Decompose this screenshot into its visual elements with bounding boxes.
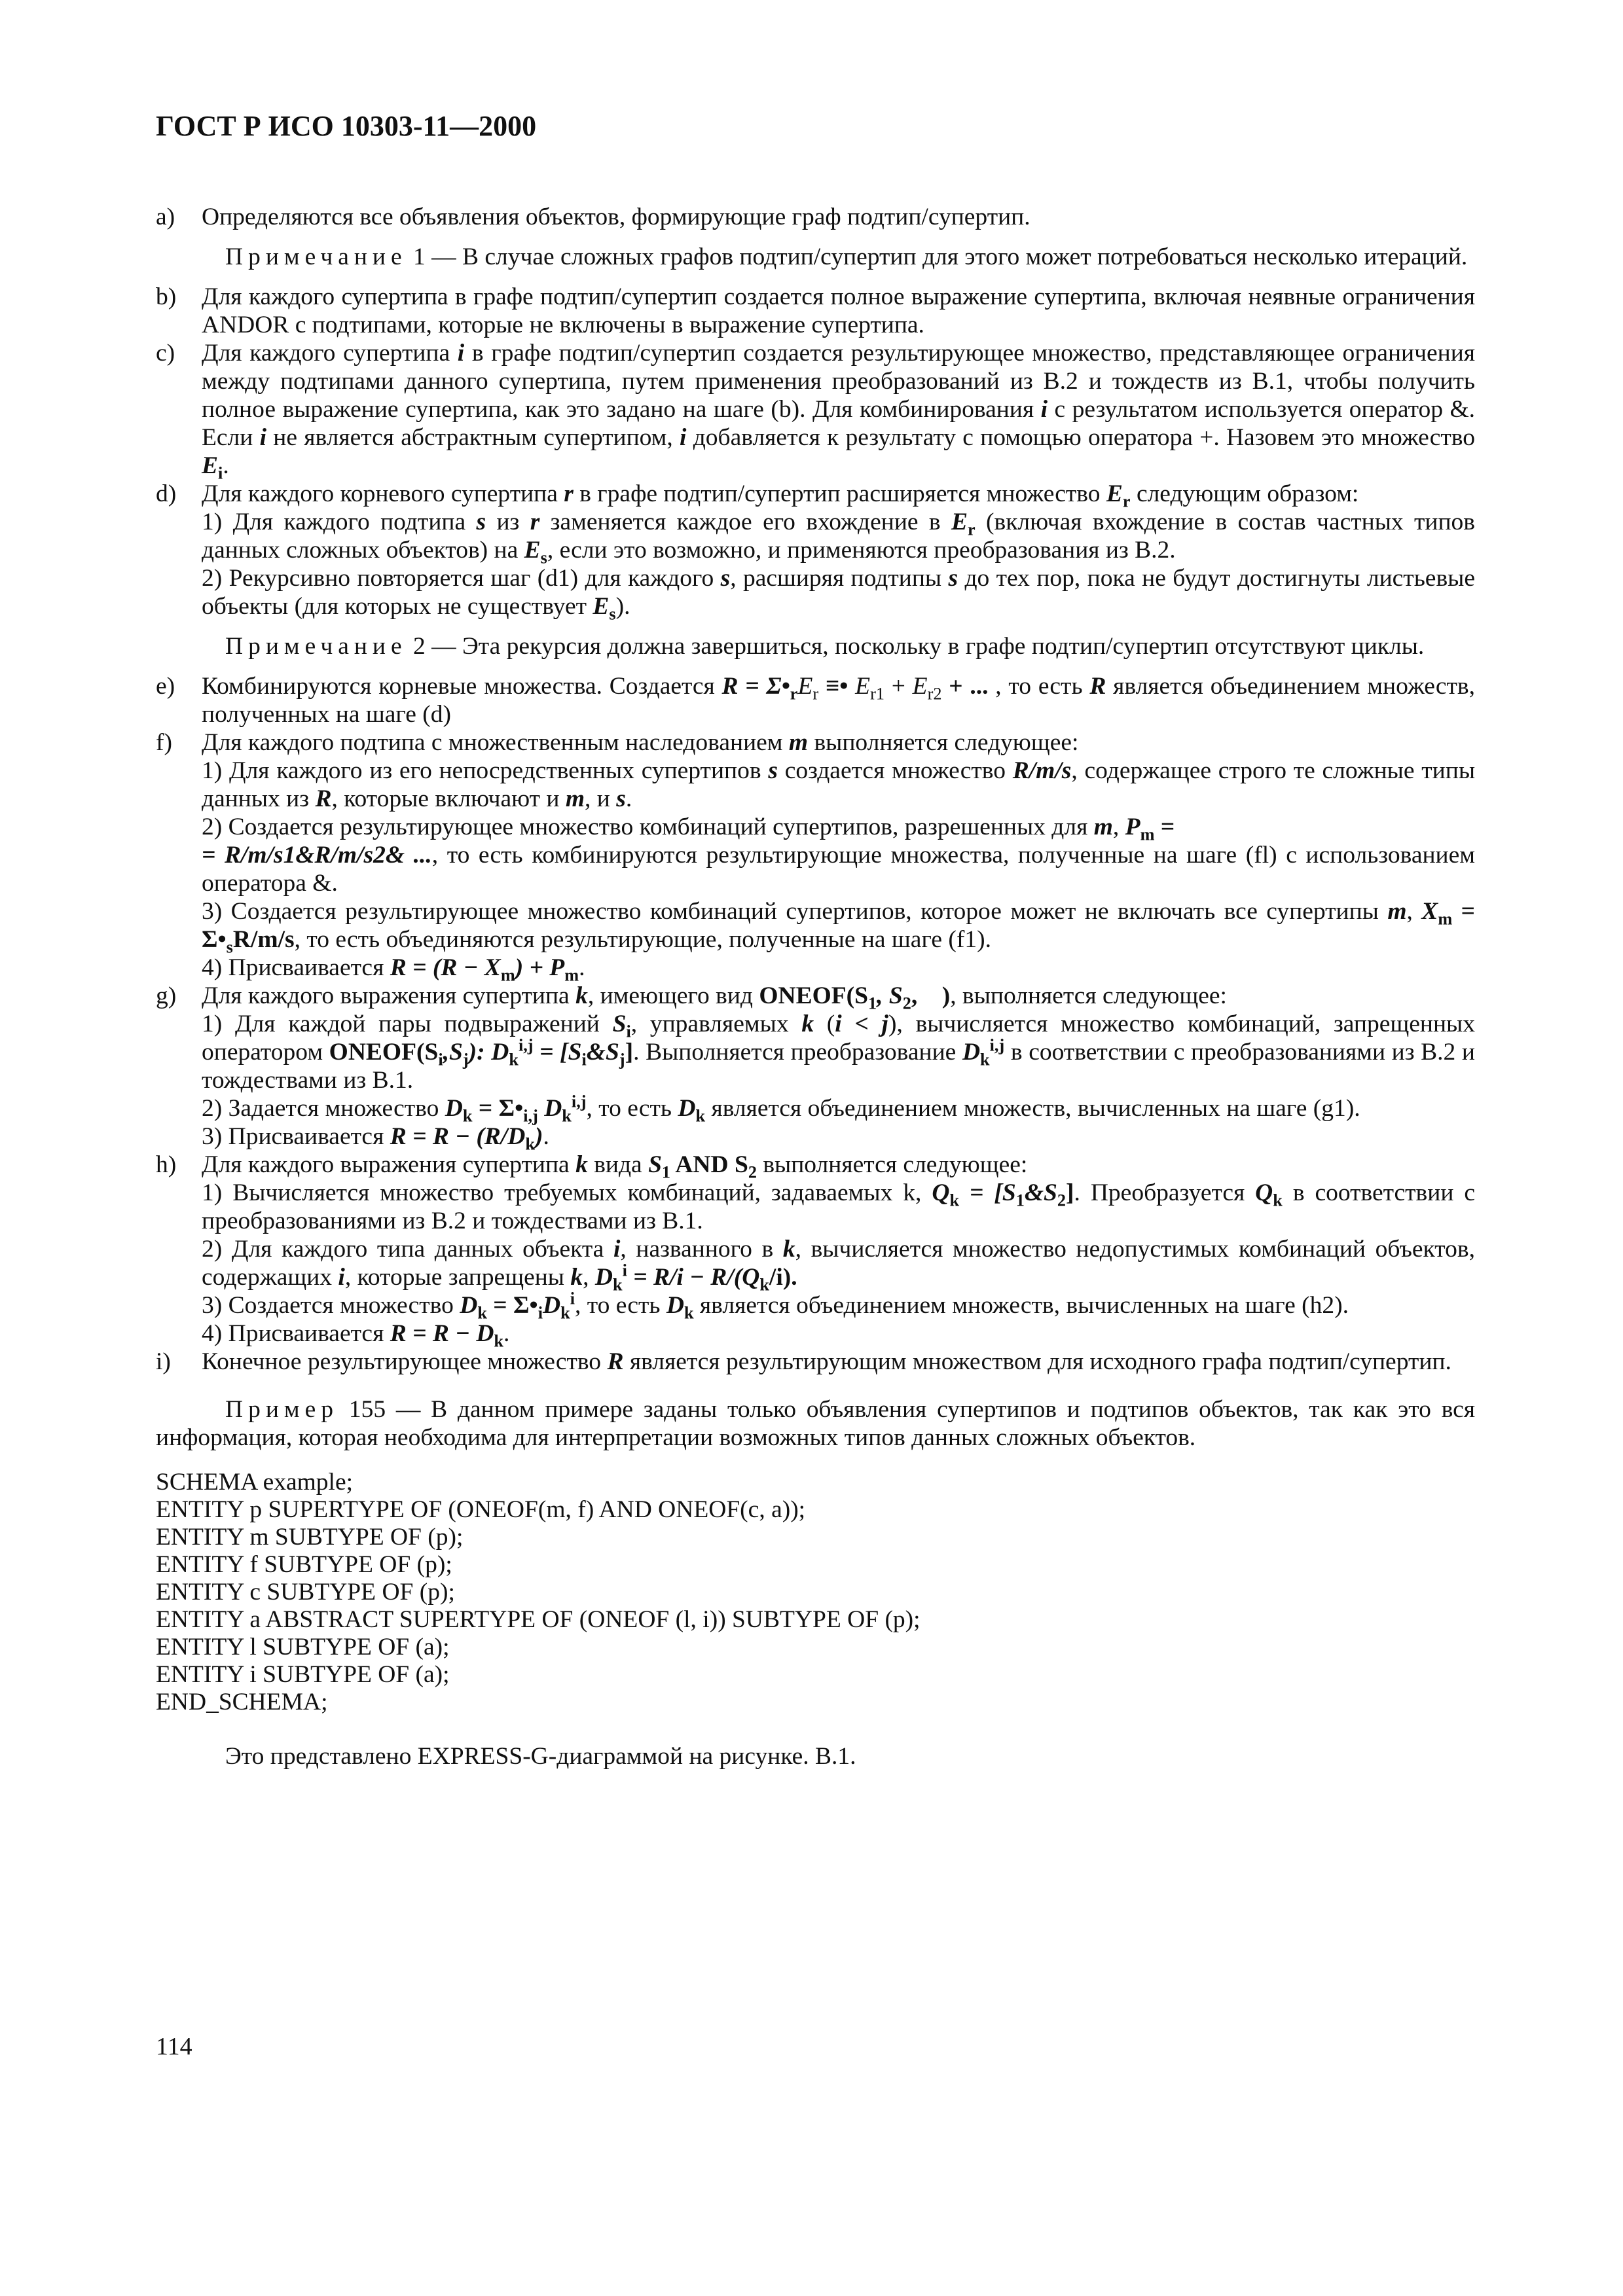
subscript: m — [1438, 909, 1453, 929]
formula: E — [912, 673, 928, 700]
formula: D — [460, 1292, 478, 1319]
formula: R = R − (R/D — [390, 1123, 526, 1150]
text-run: , — [583, 1264, 595, 1291]
sub-item-f4 — [156, 954, 1475, 985]
text-run: 4) Присваивается — [202, 1320, 390, 1347]
formula: D — [445, 1095, 463, 1122]
example-lead: Пример — [225, 1396, 339, 1423]
item-text: Определяются все объявления объектов, формирующие граф подтип/супертип. — [202, 204, 1030, 230]
variable: i — [338, 1264, 345, 1291]
subscript: 1 — [661, 1162, 671, 1182]
formula: + — [884, 673, 913, 700]
text-run: , то есть — [574, 1292, 666, 1319]
formula: E — [797, 673, 813, 700]
superscript: i,j — [989, 1035, 1005, 1055]
text-run: 3) Создается результирующее множество комбинаций супертипов, которое может не включать все супертипы — [202, 898, 1388, 925]
sub-item-g1 — [156, 1010, 1475, 1094]
text-run: является объединением множеств, вычисленных на шаге (g1). — [705, 1095, 1360, 1122]
note-1 — [156, 243, 1475, 271]
list-item-i — [156, 1348, 1475, 1376]
subscript: k — [560, 1303, 570, 1323]
text-run: , вычисляется множество недопустимых комбинаций объектов, содержащих — [202, 1236, 1475, 1291]
code-line: END_SCHEMA; — [156, 1689, 328, 1715]
text-run: 1) Вычисляется множество требуемых комбинаций, задаваемых k, — [202, 1179, 932, 1206]
text-run: 3) Создается множество — [202, 1292, 460, 1319]
formula: D — [542, 1292, 561, 1319]
text-run: Для каждого выражения супертипа — [202, 982, 576, 1009]
variable: i < j — [835, 1011, 888, 1037]
subscript: i — [538, 1303, 543, 1323]
formula: ) + P — [515, 954, 565, 981]
subscript: 2 — [902, 994, 911, 1013]
formula: , ) — [911, 982, 951, 1009]
subscript: k — [980, 1050, 990, 1069]
variable: E — [593, 593, 610, 620]
formula: S — [648, 1151, 662, 1178]
text-run: ). — [615, 593, 630, 620]
code-line: ENTITY i SUBTYPE OF (a); — [156, 1661, 450, 1688]
variable: r — [530, 509, 540, 535]
variable: R/m/s — [1012, 757, 1072, 784]
superscript: i,j — [518, 1035, 534, 1055]
subscript: r2 — [927, 684, 942, 704]
variable: m — [565, 785, 585, 812]
text-run: Для каждого корневого супертипа — [202, 480, 564, 507]
text-run: 2) Создается результирующее множество комбинаций супертипов, разрешенных для — [202, 814, 1094, 840]
text-run: , управляемых — [630, 1011, 802, 1037]
formula: ): D — [468, 1039, 509, 1066]
example-155 — [156, 1395, 1475, 1452]
item-text: Для каждого супертипа в графе подтип/супертип создается полное выражение супертипа, включая неявные ограничения ANDOR с подтипами, которые не включены в выражение супертипа. — [202, 283, 1475, 338]
formula: ] — [625, 1039, 634, 1066]
text-run: Конечное результирующее множество — [202, 1348, 608, 1375]
code-line: ENTITY p SUPERTYPE OF (ONEOF(m, f) AND ONEOF(c, a)); — [156, 1496, 806, 1523]
subscript: k — [525, 1134, 535, 1154]
subscript: k — [477, 1303, 487, 1323]
text-run: создается множество — [777, 757, 1013, 784]
sub-item-h2 — [156, 1235, 1475, 1295]
text-run: . — [543, 1123, 549, 1150]
sub-item-h3 — [156, 1289, 1475, 1323]
subscript: 2 — [748, 1162, 757, 1182]
text-run: . — [579, 954, 585, 981]
subscript: k — [509, 1050, 519, 1069]
text-run: 1) Для каждого из его непосредственных супертипов — [202, 757, 769, 784]
list-item-a — [156, 203, 1475, 231]
text-run: вида — [587, 1151, 649, 1178]
formula: D — [538, 1095, 562, 1122]
text-run: является объединением множеств, вычисленных на шаге (h2). — [693, 1292, 1349, 1319]
text-run: , то есть — [586, 1095, 678, 1122]
text-run: , если это возможно, и применяются преобразования из B.2. — [547, 537, 1176, 564]
text-run: является объединением множеств, полученных на шаге (d) — [202, 673, 1475, 728]
formula: E — [855, 673, 871, 700]
example-text: 155 — В данном примере заданы только объявления супертипов и подтипов объектов, так как это вся информация, которая необходима для интерпретации возможных типов данных сложных объектов. — [156, 1396, 1475, 1451]
text-run: до тех пор, пока не будут достигнуты листьевые объекты (для которых не существует — [202, 565, 1475, 620]
variable: E — [524, 537, 541, 564]
document-header: ГОСТ Р ИСО 10303-11—2000 — [156, 110, 537, 142]
text-run: ( — [814, 1011, 835, 1037]
code-line: ENTITY f SUBTYPE OF (p); — [156, 1551, 452, 1578]
variable: E — [1106, 480, 1123, 507]
variable: D — [666, 1292, 684, 1319]
text-run: , и — [585, 785, 617, 812]
list-item-e — [156, 672, 1475, 728]
subscript: 1 — [868, 994, 877, 1013]
text-run: (включая вхождение в состав частных типов данных сложных объектов) на — [202, 509, 1475, 564]
formula: AND S — [670, 1151, 748, 1178]
text-run: 1) Для каждого подтипа — [202, 509, 477, 535]
formula: /i) — [769, 1264, 792, 1291]
page-number: 114 — [156, 2033, 192, 2060]
formula: D — [594, 1264, 613, 1291]
text-run: 2) Рекурсивно повторяется шаг (d1) для каждого — [202, 565, 721, 592]
item-label: d) — [156, 480, 177, 507]
text-run: . — [791, 1264, 797, 1291]
code-line: ENTITY c SUBTYPE OF (p); — [156, 1579, 455, 1605]
subscript: 1 — [1015, 1191, 1025, 1210]
superscript: i — [622, 1261, 627, 1280]
variable: k — [575, 982, 588, 1009]
text-run: ), вычисляется множество комбинаций, запрещенных оператором — [202, 1011, 1475, 1066]
text-run: , которые запрещены — [344, 1264, 571, 1291]
document-page — [156, 110, 1475, 1770]
sub-item-d2 — [156, 564, 1475, 624]
text-run: является результирующим множеством для исходного графа подтип/супертип. — [623, 1348, 1451, 1375]
subscript: k — [494, 1331, 504, 1351]
item-label: b) — [156, 283, 177, 310]
variable: D — [678, 1095, 696, 1122]
text-run: 4) Присваивается — [202, 954, 390, 981]
formula: ] — [1066, 1179, 1074, 1206]
note-text: 2 — Эта рекурсия должна завершиться, поскольку в графе подтип/супертип отсутствуют циклы. — [407, 633, 1425, 660]
subscript: k — [562, 1106, 572, 1126]
variable: R — [607, 1348, 624, 1375]
note-lead: Примечание — [225, 633, 407, 660]
superscript: i,j — [571, 1092, 587, 1111]
variable: s — [616, 785, 626, 812]
text-run: Для каждого выражения супертипа — [202, 1151, 576, 1178]
subscript: s — [609, 604, 616, 624]
text-run: , то есть — [995, 673, 1090, 700]
formula: = [S — [959, 1179, 1016, 1206]
text-run: добавляется к результату с помощью оператора +. Назовем это множество — [686, 424, 1475, 451]
item-label: h) — [156, 1151, 177, 1178]
subscript: r — [1122, 492, 1131, 511]
subscript: m — [1140, 825, 1155, 844]
text-run: . Выполняется преобразование — [633, 1039, 962, 1066]
subscript: r1 — [870, 684, 884, 704]
variable: k — [575, 1151, 588, 1178]
subscript: r — [812, 684, 819, 704]
list-item-f — [156, 728, 1475, 757]
text-run: 3) Присваивается — [202, 1123, 390, 1150]
variable: i — [1040, 396, 1048, 423]
text-run: , — [1112, 814, 1125, 840]
superscript: i — [570, 1289, 575, 1308]
subscript: k — [684, 1303, 694, 1323]
subscript: r — [790, 684, 798, 704]
text-run: следующим образом: — [1130, 480, 1359, 507]
variable: R — [315, 785, 332, 812]
formula: = Σ• — [472, 1095, 524, 1122]
item-label: c) — [156, 340, 175, 367]
formula: = — [1154, 814, 1175, 840]
variable: S — [612, 1011, 627, 1037]
item-label: a) — [156, 204, 175, 230]
formula: R = (R − X — [390, 954, 501, 981]
formula: ,S — [443, 1039, 463, 1066]
list-item-c — [156, 339, 1476, 483]
text-run: 2) Задается множество — [202, 1095, 445, 1122]
sub-item-f1 — [156, 757, 1475, 813]
text-run: в графе подтип/супертип создается результирующее множество, представляющее ограничения между подтипами данного супертипа, путем применения преобразований из B.2 и тождеств из B.1, чтобы получить полное выражение супертипа, как это задано на шаге (b). Для комбинирования — [202, 340, 1476, 423]
text-run: с результатом используется оператор &. Если — [202, 396, 1476, 451]
variable: s — [476, 509, 486, 535]
text-run: , которые включают и — [331, 785, 566, 812]
text-run: не является абстрактным супертипом, — [266, 424, 680, 451]
text-run: 2) Для каждого типа данных объекта — [202, 1236, 613, 1263]
text-run: заменяется каждое его вхождение в — [539, 509, 951, 535]
sub-item-f3 — [156, 897, 1475, 957]
sub-item-f2 — [156, 813, 1475, 897]
subscript: s — [226, 937, 233, 957]
subscript: m — [564, 965, 579, 985]
text-run: Для каждого подтипа с множественным наследованием — [202, 729, 789, 756]
formula: &S — [586, 1039, 619, 1066]
variable: r — [564, 480, 574, 507]
subscript: k — [462, 1106, 473, 1126]
text-run: из — [486, 509, 530, 535]
variable: P — [1125, 814, 1140, 840]
variable: E — [951, 509, 968, 535]
code-listing — [156, 1469, 1475, 1716]
subscript: i — [218, 463, 223, 483]
formula: , S — [877, 982, 903, 1009]
sub-item-g2 — [156, 1092, 1475, 1126]
sub-item-h1 — [156, 1179, 1475, 1235]
formula: Q — [932, 1179, 950, 1206]
text-run: . — [223, 452, 229, 479]
text-run: Для каждого супертипа — [202, 340, 458, 367]
list-item-h — [156, 1151, 1475, 1182]
variable: i — [457, 340, 465, 367]
sub-item-d1 — [156, 508, 1475, 567]
subscript: i,j — [523, 1106, 538, 1126]
formula: X — [1421, 898, 1438, 925]
text-run: , то есть комбинируются результирующие множества, полученные на шаге (fl) с использованием оператора &. — [202, 842, 1475, 897]
variable: i — [680, 424, 687, 451]
text-run: , имеющего вид — [587, 982, 759, 1009]
text-run: , — [1406, 898, 1422, 925]
formula: ) — [534, 1123, 543, 1150]
sub-item-g3 — [156, 1122, 1475, 1154]
list-item-g — [156, 982, 1475, 1013]
formula: = [S — [533, 1039, 582, 1066]
formula: + ... — [941, 673, 996, 700]
variable: m — [1387, 898, 1407, 925]
subscript: k — [695, 1106, 706, 1126]
variable: s — [768, 757, 778, 784]
item-label: e) — [156, 673, 175, 700]
subscript: r — [968, 520, 976, 539]
subscript: j — [619, 1050, 625, 1069]
item-label: i) — [156, 1348, 171, 1375]
subscript: j — [462, 1050, 469, 1069]
variable: k — [801, 1011, 814, 1037]
text-run: в соответствии с преобразованиями из B.2 и тождествами из B.1. — [202, 1039, 1475, 1094]
variable: k — [782, 1236, 795, 1263]
note-lead: Примечание — [225, 243, 407, 270]
text-run: Комбинируются корневые множества. Создается — [202, 673, 722, 700]
formula: R = Σ• — [721, 673, 790, 700]
variable: s — [720, 565, 731, 592]
text-run: в соответствии с преобразованиями из B.2 и тождествами из B.1. — [202, 1179, 1475, 1234]
code-line: ENTITY l SUBTYPE OF (a); — [156, 1634, 450, 1660]
formula: ONEOF(S — [759, 982, 869, 1009]
text-run: , выполняется следующее: — [950, 982, 1227, 1009]
item-label: g) — [156, 982, 177, 1009]
subscript: i — [438, 1050, 443, 1069]
formula: ≡• — [818, 673, 856, 700]
subscript: k — [1273, 1191, 1283, 1210]
subscript: 2 — [1057, 1191, 1067, 1210]
text-run: в графе подтип/супертип расширяется множество — [573, 480, 1106, 507]
variable: k — [570, 1264, 583, 1291]
list-item-b — [156, 283, 1475, 339]
closing-text: Это представлено EXPRESS-G-диаграммой на рисунке. B.1. — [225, 1743, 856, 1770]
text-run: 1) Для каждой пары подвыражений — [202, 1011, 613, 1037]
formula: R = R − D — [390, 1320, 494, 1347]
variable: i — [259, 424, 267, 451]
formula: = R/i − R/(Q — [627, 1264, 760, 1291]
subscript: m — [500, 965, 515, 985]
formula: = R/m/s1&R/m/s2& ... — [202, 842, 432, 869]
code-line: ENTITY a ABSTRACT SUPERTYPE OF (ONEOF (l, i)) SUBTYPE OF (p); — [156, 1606, 921, 1633]
text-run: , то есть объединяются результирующие, полученные на шаге (f1). — [294, 926, 991, 953]
subscript: k — [612, 1275, 623, 1295]
text-run: выполняется следующее: — [756, 1151, 1028, 1178]
text-run: выполняется следующее: — [808, 729, 1079, 756]
subscript: s — [540, 548, 547, 567]
note-2 — [156, 632, 1475, 660]
item-label: f) — [156, 729, 172, 756]
formula: = Σ• — [486, 1292, 538, 1319]
variable: E — [202, 452, 219, 479]
subscript: k — [949, 1191, 960, 1210]
formula: ONEOF(S — [329, 1039, 439, 1066]
code-line: SCHEMA example; — [156, 1469, 354, 1496]
text-run: , содержащее строго те сложные типы данных из — [202, 757, 1476, 812]
text-run: . — [503, 1320, 510, 1347]
variable: m — [1093, 814, 1113, 840]
variable: Q — [1255, 1179, 1273, 1206]
subscript: i — [626, 1022, 631, 1041]
text-run: , расширяя подтипы — [730, 565, 949, 592]
formula: &S — [1024, 1179, 1057, 1206]
subscript: k — [759, 1275, 769, 1295]
list-item-d — [156, 480, 1475, 511]
variable: i — [613, 1236, 621, 1263]
code-line: ENTITY m SUBTYPE OF (p); — [156, 1524, 464, 1551]
text-run: . — [625, 785, 632, 812]
variable: m — [788, 729, 809, 756]
subscript: i — [581, 1050, 587, 1069]
variable: R — [1089, 673, 1106, 700]
formula: = Σ• — [202, 898, 1475, 953]
variable: s — [948, 565, 958, 592]
formula: R/m/s — [232, 926, 295, 953]
text-run: , названного в — [620, 1236, 783, 1263]
note-text: 1 — В случае сложных графов подтип/супертип для этого может потребоваться несколько итераций. — [407, 243, 1468, 270]
variable: D — [962, 1039, 981, 1066]
sub-item-h4 — [156, 1319, 1475, 1351]
text-run: . Преобразуется — [1074, 1179, 1256, 1206]
